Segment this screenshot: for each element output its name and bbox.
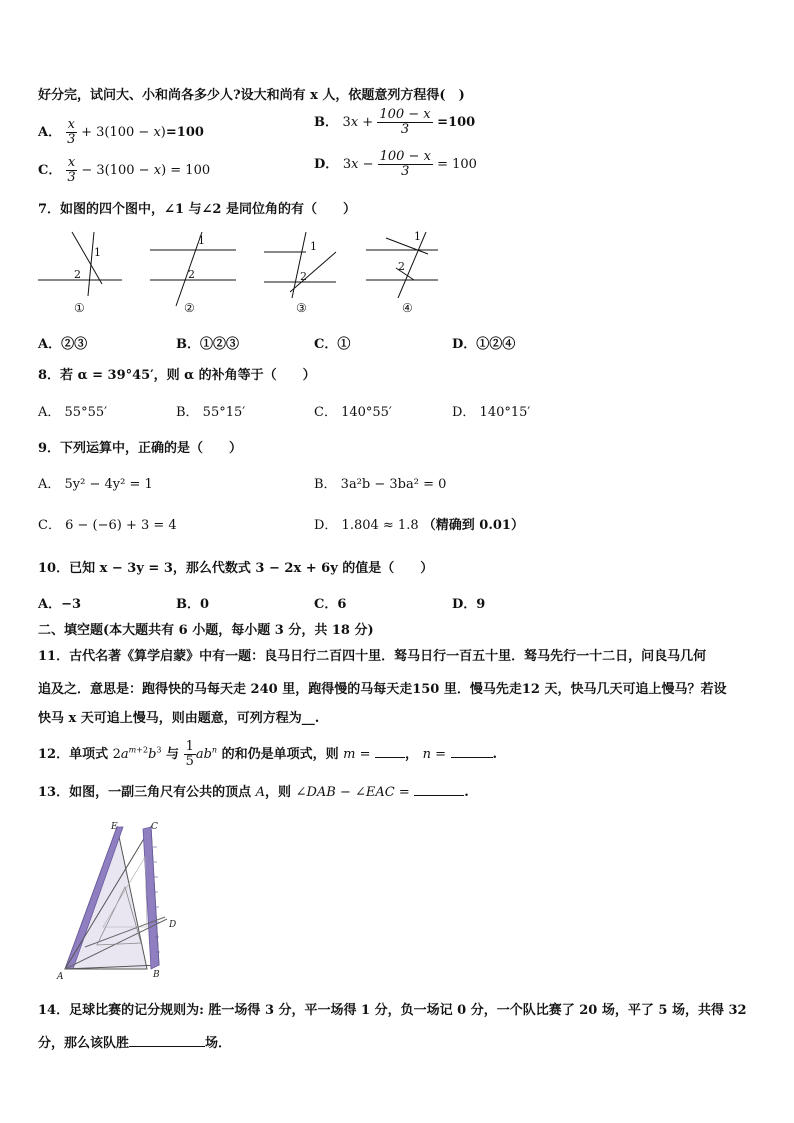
q13-blank[interactable] [414, 783, 464, 796]
fig3-label: ③ [296, 301, 307, 315]
q8-stem: 8．若 α = 39°45′，则 α 的补角等于（ ） [38, 368, 316, 383]
q6-stem: 好分完，试问大、小和尚各多少人?设大和尚有 x 人，依题意列方程得( ) [38, 88, 465, 103]
section-heading: 二、填空题(本大题共有 6 小题，每小题 3 分，共 18 分) [38, 623, 374, 638]
figure-2 [150, 232, 236, 315]
q9-option-b[interactable]: B． 3a²b − 3ba² = 0 [314, 477, 447, 492]
q7-option-c[interactable]: C．① [314, 337, 351, 352]
fig2-angle1: 1 [198, 234, 205, 247]
q7-option-a[interactable]: A．②③ [38, 337, 88, 352]
label-C: C [151, 822, 158, 832]
q8-option-d[interactable]: D． 140°15′ [452, 405, 531, 420]
label-B: B [153, 970, 160, 980]
q10-option-d[interactable]: D．9 [452, 597, 486, 612]
q6-d-expr: 3x − $\frac{100 - x}{3}$ = 100 [342, 149, 477, 179]
q10-option-c[interactable]: C．6 [314, 597, 347, 612]
figure-1 [38, 232, 122, 315]
q10-option-b[interactable]: B．0 [176, 597, 210, 612]
fig1-angle1: 1 [94, 246, 101, 259]
fig1-label: ① [74, 301, 85, 315]
fig2-label: ② [184, 301, 195, 315]
q6-option-a[interactable]: A． $\frac{x}{3}$ + 3(100 − x)=100 [38, 117, 204, 147]
triangle-rulers-figure [55, 817, 185, 982]
label-A: A [57, 972, 64, 982]
q9-option-a[interactable]: A． 5y² − 4y² = 1 [38, 477, 153, 492]
q6-a-expr: $\frac{x}{3}$ + 3(100 − x) [67, 117, 166, 147]
q13-line: 13．如图，一副三角尺有公共的顶点 A，则 ∠DAB − ∠EAC = . [38, 785, 469, 800]
q7-option-d[interactable]: D．①②④ [452, 337, 516, 352]
fig4-angle2: 2 [398, 260, 405, 273]
fig3-angle1: 1 [310, 240, 317, 253]
q6-c-expr: $\frac{x}{3}$ − 3(100 − x) = 100 [67, 155, 211, 185]
q14-blank[interactable] [129, 1034, 205, 1047]
q11-line1: 11．古代名著《算学启蒙》中有一题：良马日行二百四十里．驽马日行一百五十里．驽马先行一十二日，问良马几何 [38, 649, 707, 664]
figure-4 [366, 230, 438, 315]
q10-option-a[interactable]: A．−3 [38, 597, 82, 612]
q6-option-c[interactable]: C． $\frac{x}{3}$ − 3(100 − x) = 100 [38, 155, 211, 185]
q7-stem: 7．如图的四个图中，∠1 与∠2 是同位角的有（ ） [38, 202, 356, 217]
q14-line2: 分，那么该队胜 场． [38, 1036, 232, 1051]
label-E: E [111, 822, 118, 832]
q7-option-b[interactable]: B．①②③ [176, 337, 239, 352]
q6-option-d[interactable]: D． 3x − $\frac{100 - x}{3}$ = 100 [314, 149, 477, 179]
q8-option-a[interactable]: A． 55°55′ [38, 405, 108, 420]
q10-stem: 10．已知 x − 3y = 3，那么代数式 3 − 2x + 6y 的值是（ ） [38, 561, 434, 576]
q9-stem: 9．下列运算中，正确的是（ ） [38, 441, 243, 456]
q8-option-c[interactable]: C． 140°55′ [314, 405, 392, 420]
q12-line: 12．单项式 $2a^{m+2}b^3$ 与 $\frac{1}{5}$ $ab^n$ 的和仍是单项式，则 m = ， n = . [38, 739, 498, 769]
q14-line1: 14．足球比赛的记分规则为: 胜一场得 3 分，平一场得 1 分，负一场记 0 分，一个队比赛了 20 场，平了 5 场，共得 32 [38, 1003, 747, 1018]
q6-option-b[interactable]: B． 3x + $\frac{100 - x}{3}$ =100 [314, 107, 476, 137]
fig4-label: ④ [402, 301, 413, 315]
fig3-angle2: 2 [300, 270, 307, 283]
q11-line2: 追及之．意思是：跑得快的马每天走 240 里，跑得慢的马每天走150 里．慢马先走12 天，快马几天可追上慢马？若设 [38, 682, 727, 697]
q11-line3: 快马 x 天可追上慢马，则由题意，可列方程为__. [38, 711, 320, 726]
fig4-angle1: 1 [414, 230, 421, 243]
q12-blank-n[interactable] [451, 745, 493, 758]
q9-option-c[interactable]: C． 6 − (−6) + 3 = 4 [38, 518, 177, 533]
fig2-angle2: 2 [188, 268, 195, 281]
q7-figures [30, 222, 450, 322]
label-D: D [169, 920, 177, 930]
q8-option-b[interactable]: B． 55°15′ [176, 405, 246, 420]
q9-option-d[interactable]: D． 1.804 ≈ 1.8 （精确到 0.01） [314, 518, 524, 533]
fig1-angle2: 2 [74, 268, 81, 281]
q12-blank-m[interactable] [375, 745, 405, 758]
figure-3 [264, 232, 336, 315]
q6-b-expr: 3x + $\frac{100 - x}{3}$ [342, 107, 431, 137]
